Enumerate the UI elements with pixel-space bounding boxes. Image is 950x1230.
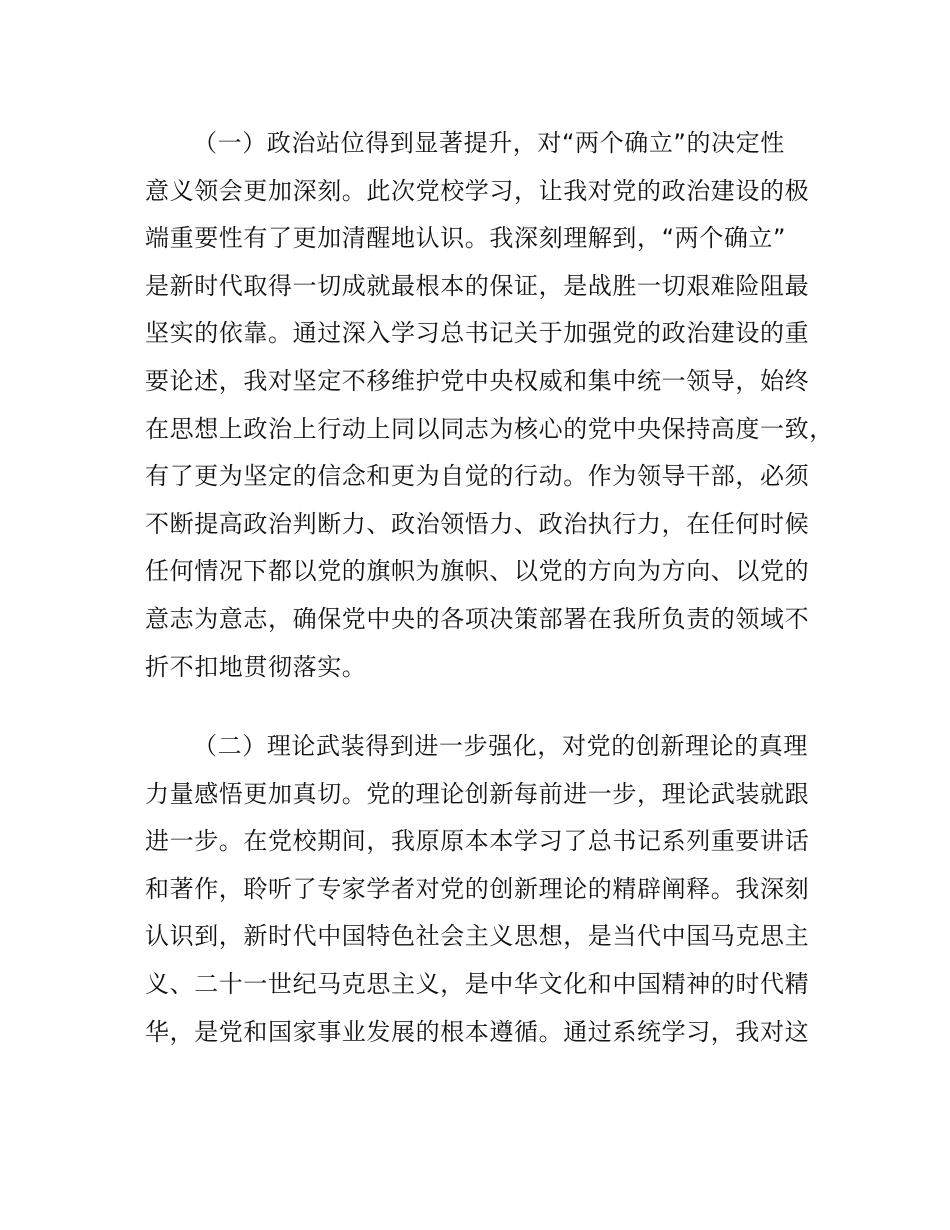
text-line: 华，是党和国家事业发展的根本遵循。通过系统学习，我对这 (145, 1017, 810, 1046)
text-line: （二）理论武装得到进一步强化，对党的创新理论的真理 (193, 732, 808, 760)
text-line: 任何情况下都以党的旗帜为旗帜、以党的方向为方向、以党的 (145, 557, 810, 586)
text-line: （一）政治站位得到显著提升，对“两个确立”的决定性 (193, 129, 785, 157)
text-line: 力量感悟更加真切。党的理论创新每前进一步，理论武装就跟 (145, 779, 810, 808)
text-line: 认识到，新时代中国特色社会主义思想，是当代中国马克思主 (145, 922, 810, 951)
text-line: 折不扣地贯彻落实。 (145, 652, 367, 681)
text-line: 意志为意志，确保党中央的各项决策部署在我所负责的领域不 (145, 605, 810, 633)
text-line: 坚实的依靠。通过深入学习总书记关于加强党的政治建设的重 (145, 319, 810, 348)
text-line: 要论述，我对坚定不移维护党中央权威和集中统一领导，始终 (145, 367, 810, 395)
text-line: 在思想上政治上行动上同以同志为核心的党中央保持高度一致， (145, 414, 834, 443)
text-line: 和著作，聆听了专家学者对党的创新理论的精辟阐释。我深刻 (145, 874, 810, 903)
text-line: 是新时代取得一切成就最根本的保证，是战胜一切艰难险阻最 (145, 271, 810, 300)
text-line: 义、二十一世纪马克思主义，是中华文化和中国精神的时代精 (145, 970, 810, 998)
text-line: 进一步。在党校期间，我原原本本学习了总书记系列重要讲话 (145, 827, 810, 856)
text-line: 意义领会更加深刻。此次党校学习，让我对党的政治建设的极 (145, 176, 810, 205)
text-line: 端重要性有了更加清醒地认识。我深刻理解到，“两个确立” (145, 224, 787, 253)
text-line: 有了更为坚定的信念和更为自觉的行动。作为领导干部，必须 (145, 462, 810, 491)
text-line: 不断提高政治判断力、政治领悟力、政治执行力，在任何时候 (145, 509, 810, 538)
